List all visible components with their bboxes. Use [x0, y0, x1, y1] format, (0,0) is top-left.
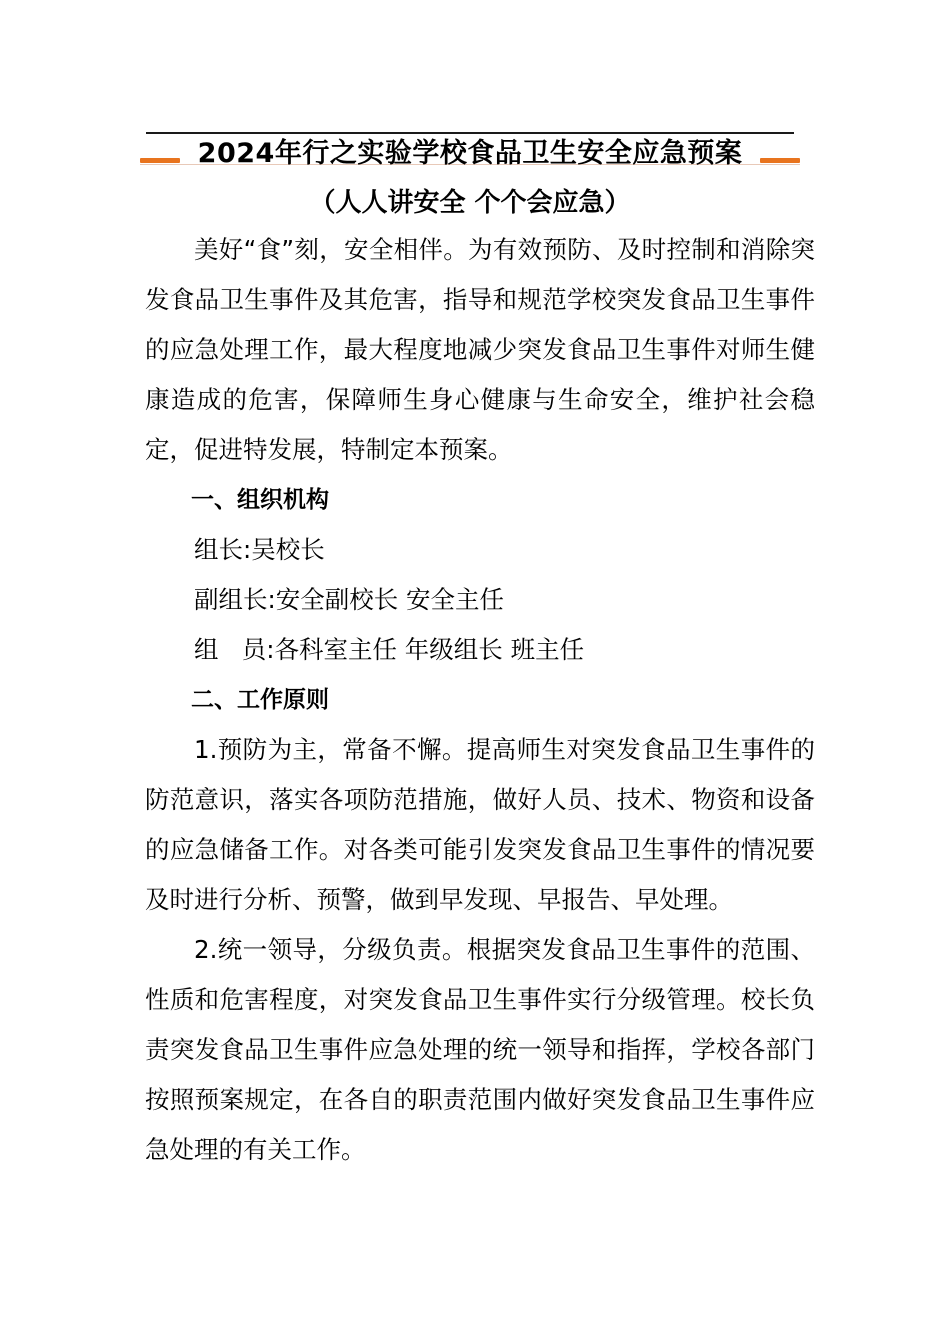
leader-line: 组长:吴校长 [194, 535, 325, 564]
principle-paragraph-2: 2.统一领导，分级负责。根据突发食品卫生事件的范围、性质和危害程度，对突发食品卫生事件实行分级管理。校长负责突发食品卫生事件应急处理的统一领导和指挥，学校各部门按照预案规定，在各自的职责范围内做好突发食品卫生事件应急处理的有关工作。 [145, 935, 815, 1164]
members-label-rest: 员:各科室主任 年级组长 班主任 [241, 635, 585, 664]
deputy-leader-line: 副组长:安全副校长 安全主任 [194, 585, 505, 614]
principle-paragraph-1: 1.预防为主，常备不懈。提高师生对突发食品卫生事件的防范意识，落实各项防范措施，做好人员、技术、物资和设备的应急储备工作。对各类可能引发突发食品卫生事件的情况要及时进行分析、预警，做到早发现、早报告、早处理。 [145, 735, 815, 914]
members-line [145, 625, 815, 675]
members-label-prefix: 组 [194, 635, 219, 664]
section-heading-organization: 一、组织机构 [191, 487, 329, 513]
document-title: 2024年行之实验学校食品卫生安全应急预案 [197, 138, 743, 169]
intro-paragraph: 美好“食”刻，安全相伴。为有效预防、及时控制和消除突发食品卫生事件及其危害，指导和规范学校突发食品卫生事件的应急处理工作，最大程度地减少突发食品卫生事件对师生健康造成的危害，保障师生身心健康与生命安全，维护社会稳定，促进特发展，特制定本预案。 [145, 235, 815, 464]
section-heading-principles: 二、工作原则 [191, 687, 329, 713]
title-banner [140, 128, 800, 174]
document-body [145, 225, 815, 1175]
document-subtitle: （人人讲安全 个个会应急） [309, 188, 631, 218]
